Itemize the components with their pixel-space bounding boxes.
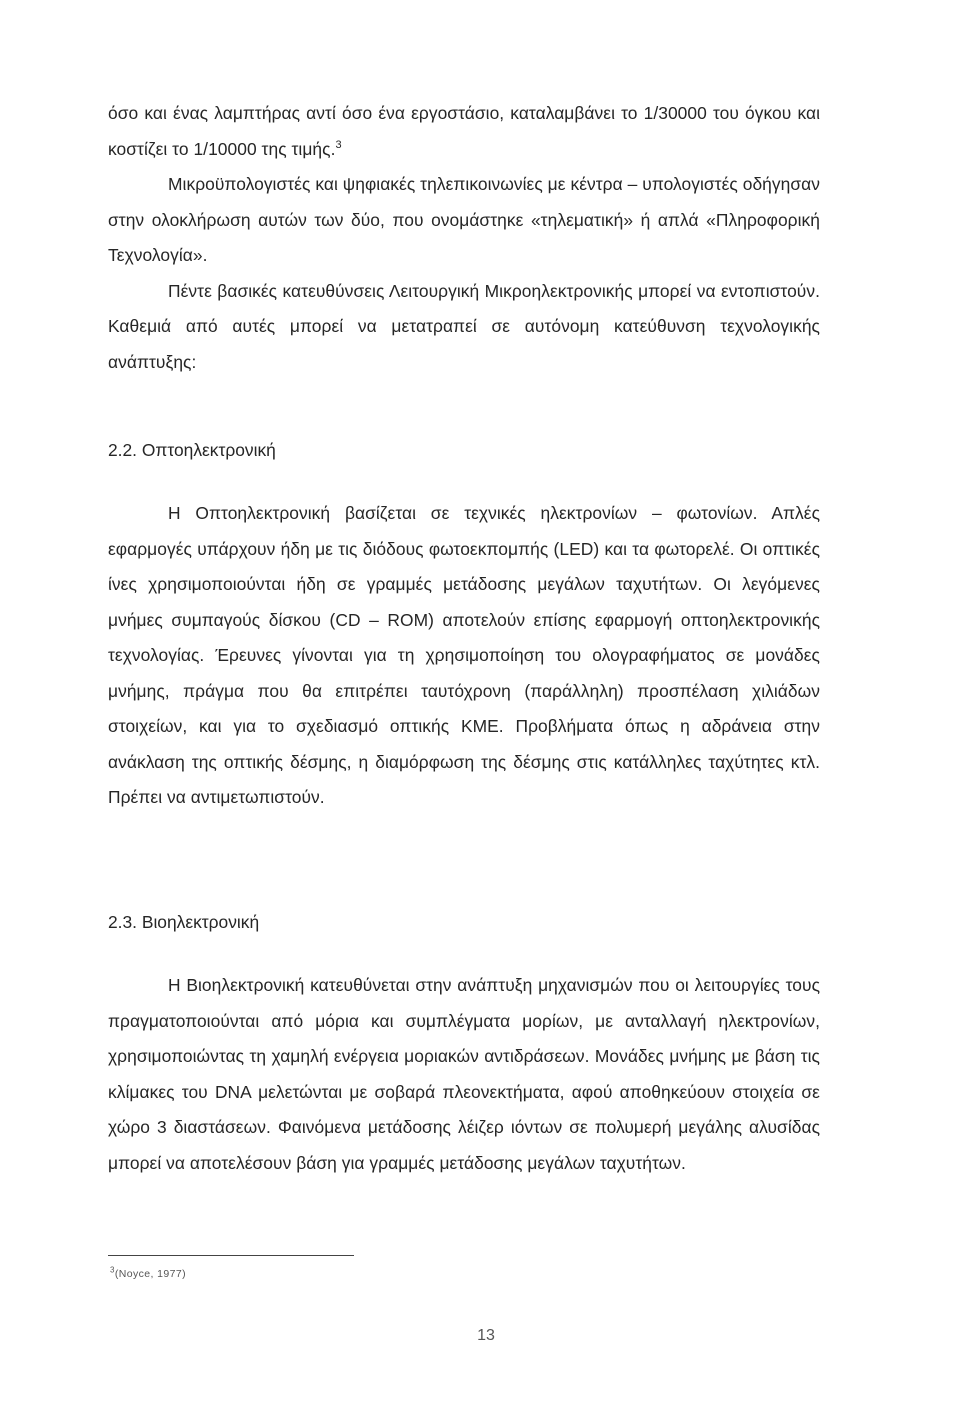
- section-heading-2-3: 2.3. Βιοηλεκτρονική: [108, 912, 260, 932]
- footnote-divider: [108, 1255, 354, 1256]
- intro-paragraph-1: [108, 96, 820, 167]
- intro-paragraph-3: Πέντε βασικές κατευθύνσεις Λειτουργική Μικροηλεκτρονικής μπορεί να εντοπιστούν. Καθεμιά από αυτές μπορεί να μετατραπεί σε αυτόνομη κατεύθυνση τεχνολογικής ανάπτυξης:: [108, 280, 820, 372]
- section-2-2-body: [108, 496, 820, 816]
- section-2-3-paragraph: Η Βιοηλεκτρονική κατευθύνεται στην ανάπτυξη μηχανισμών που οι λειτουργίες τους πραγματοποιούνται από μόρια και συμπλέγματα μορίων, με ανταλλαγή ηλεκτρονίων, χρησιμοποιώντας τη χαμηλή ενέργεια μοριακών αντιδράσεων. Μονάδες μνήμης με βάση τις κλίμακες του DNA μελετώνται με σοβαρά πλεονεκτήματα, αφού αποθηκεύουν στοιχεία σε χώρο 3 διαστάσεων. Φαινόμενα μετάδοσης λέιζερ ιόντων σε πολυμερή μεγάλης αλυσίδας μπορεί να αποτελέσουν βάση για γραμμές μετάδοσης μεγάλων ταχυτήτων.: [108, 975, 820, 1173]
- footnote-reference[interactable]: 3: [335, 138, 342, 151]
- footnote-text: (Noyce, 1977): [114, 1268, 187, 1280]
- footnote: [110, 1265, 187, 1280]
- page-number: 13: [477, 1327, 495, 1344]
- footnote-marker: 3: [110, 1265, 115, 1275]
- section-heading-2-2: 2.2. Οπτοηλεκτρονική: [108, 440, 276, 460]
- intro-paragraph-1-text: όσο και ένας λαμπτήρας αντί όσο ένα εργοστάσιο, καταλαμβάνει το 1/30000 του όγκου και κοστίζει το 1/10000 της τιμής.: [108, 103, 820, 159]
- section-2-2-paragraph: Η Οπτοηλεκτρονική βασίζεται σε τεχνικές ηλεκτρονίων – φωτονίων. Απλές εφαρμογές υπάρχουν ήδη με τις διόδους φωτοεκπομπής (LED) και τα φωτορελέ. Οι οπτικές ίνες χρησιμοποιούνται ήδη σε γραμμές μετάδοσης μεγάλων ταχυτήτων. Οι λεγόμενες μνήμες συμπαγούς δίσκου (CD – ROM) αποτελούν επίσης εφαρμογή οπτοηλεκτρονικής τεχνολογίας. Έρευνες γίνονται για τη χρησιμοποίηση του ολογραφήματος σε μονάδες μνήμης, πράγμα που θα επιτρέπει ταυτόχρονη (παράλληλη) προσπέλαση χιλιάδων στοιχείων, και για το σχεδιασμό οπτικής ΚΜΕ. Προβλήματα όπως η αδράνεια στην ανάκλαση της οπτικής δέσμης, η διαμόρφωση της δέσμης στις κατάλληλες ταχύτητες κτλ. Πρέπει να αντιμετωπιστούν.: [108, 503, 820, 807]
- intro-paragraph-2: Μικροϋπολογιστές και ψηφιακές τηλεπικοινωνίες με κέντρα – υπολογιστές οδήγησαν στην ολοκλήρωση αυτών των δύο, που ονομάστηκε «τηλεματική» ή απλά «Πληροφορική Τεχνολογία».: [108, 174, 820, 265]
- section-2-3-body: [108, 968, 820, 1181]
- intro-text: [108, 96, 820, 380]
